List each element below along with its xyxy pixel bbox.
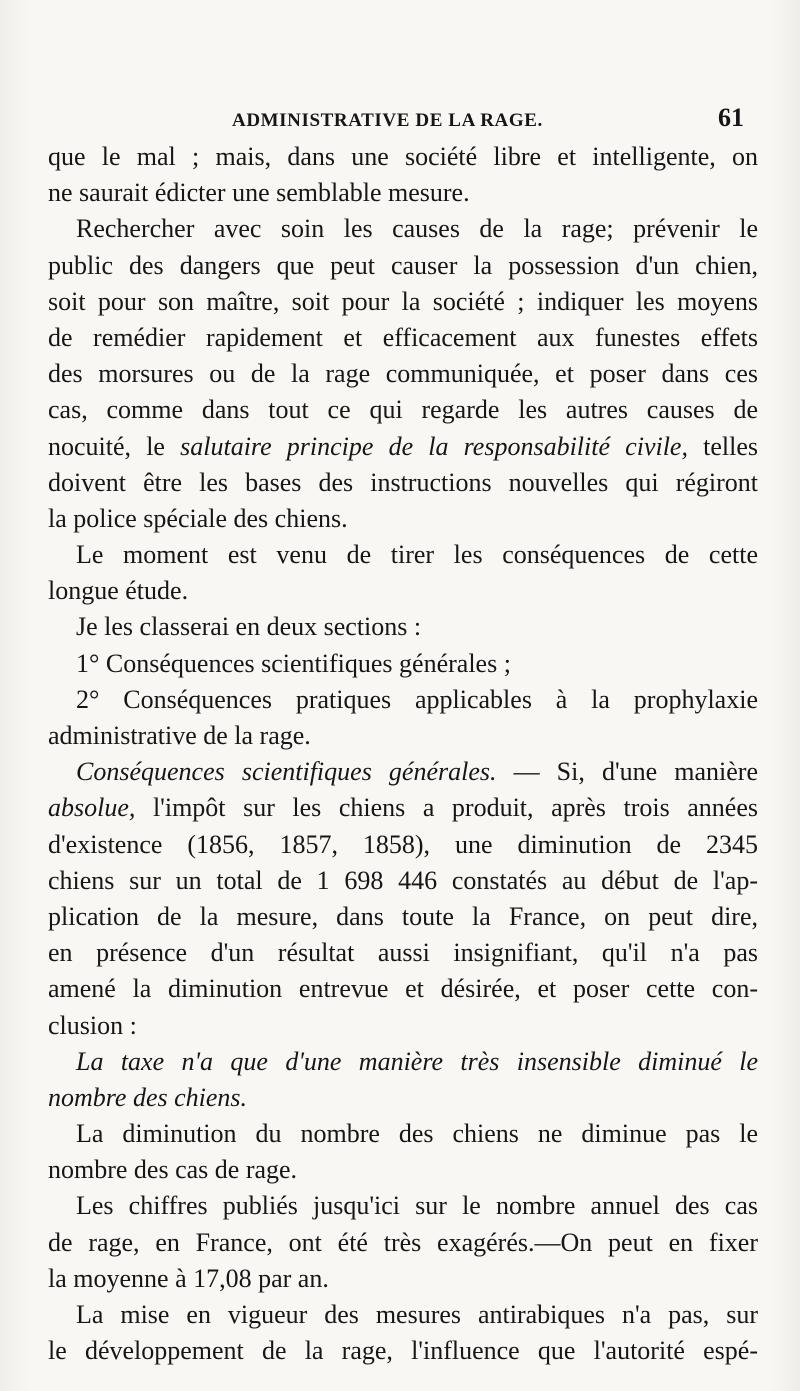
text-line: la moyenne à 17,08 par an.	[48, 1263, 329, 1293]
text-line: longue étude.	[48, 576, 189, 606]
text-line: amené la diminution entrevue et désirée, et poser cette con-	[48, 974, 758, 1004]
text-line: doivent être les bases des instructions nouvelles qui régiront	[48, 467, 758, 497]
running-title: ADMINISTRATIVE DE LA RAGE.	[232, 110, 543, 131]
section-heading: Conséquences scientifiques générales.	[76, 757, 497, 787]
text-line: plication de la mesure, dans toute la France, on peut dire,	[48, 901, 758, 931]
text-line: La mise en vigueur des mesures antirabiques n'a pas, sur	[76, 1300, 758, 1329]
text-line: La diminution du nombre des chiens ne diminue pas le	[76, 1119, 758, 1149]
text-line: Je les classerai en deux sections :	[76, 612, 422, 642]
text-line: de remédier rapidement et efficacement aux funestes effets	[48, 322, 758, 352]
text-line: Rechercher avec soin les causes de la rage; prévenir le	[76, 214, 758, 244]
text-line: des morsures ou de la rage communiquée, et poser dans ces	[48, 359, 758, 389]
text-line: public des dangers que peut causer la possession d'un chien,	[48, 250, 758, 280]
body-text	[48, 139, 758, 1369]
text-line: 1° Conséquences scientifiques générales ;	[76, 648, 511, 678]
text-line: Les chiffres publiés jusqu'ici sur le nombre annuel des cas	[76, 1191, 758, 1221]
text-line: la police spéciale des chiens.	[48, 503, 348, 533]
text-line: ne saurait édicter une semblable mesure.	[48, 178, 470, 208]
text-line: d'existence (1856, 1857, 1858), une diminution de 2345	[48, 829, 758, 859]
text-line: de rage, en France, ont été très exagérés.—On peut en fixer	[48, 1227, 758, 1257]
text-line: nombre des cas de rage.	[48, 1155, 298, 1185]
page-header	[0, 102, 800, 138]
italic-word: absolue,	[48, 793, 136, 823]
text-line: cas, comme dans tout ce qui regarde les autres causes de	[48, 395, 758, 425]
text-line: que le mal ; mais, dans une société libre et intelligente, on	[48, 142, 758, 171]
text-line: en présence d'un résultat aussi insignifiant, qu'il n'a pas	[48, 938, 758, 968]
text-line: clusion :	[48, 1010, 137, 1040]
italic-phrase: salutaire principe de la responsabilité civile,	[180, 431, 688, 461]
text-line: Conséquences scientifiques générales. — Si, d'une manière	[76, 757, 758, 787]
text-line: le développement de la rage, l'influence que l'autorité espé-	[48, 1336, 758, 1366]
text-line: nocuité, le salutaire principe de la responsabilité civile, telles	[48, 431, 759, 461]
text-line: absolue, l'impôt sur les chiens a produit, après trois années	[48, 793, 758, 823]
text-line: La taxe n'a que d'une manière très insensible diminué le	[76, 1046, 758, 1076]
text-line: 2° Conséquences pratiques applicables à la prophylaxie	[76, 684, 758, 714]
text-line: Le moment est venu de tirer les conséquences de cette	[76, 540, 758, 570]
text-line: chiens sur un total de 1 698 446 constatés au début de l'ap-	[48, 865, 758, 895]
text-line: nombre des chiens.	[48, 1082, 248, 1112]
text-line: administrative de la rage.	[48, 721, 311, 750]
text-line: soit pour son maître, soit pour la société ; indiquer les moyens	[48, 286, 758, 316]
page-number: 61	[718, 103, 744, 132]
